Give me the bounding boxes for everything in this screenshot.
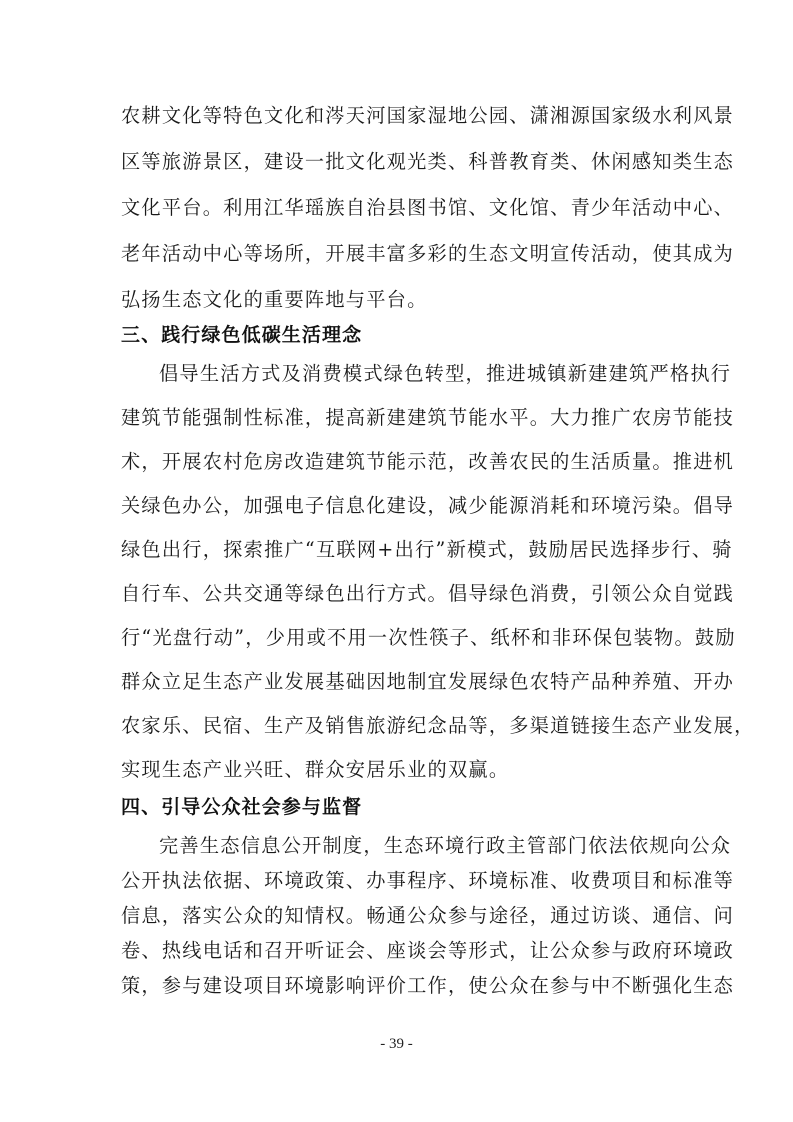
- paragraph-line: 老年活动中心等场所，开展丰富多彩的生态文明宣传活动，使其成为: [121, 242, 735, 265]
- paragraph-line: 术，开展农村危房改造建筑节能示范，改善农民的生活质量。推进机: [121, 450, 735, 473]
- paragraph-line: 农耕文化等特色文化和涔天河国家湿地公园、潇湘源国家级水利风景: [121, 104, 735, 127]
- paragraph-line: 自行车、公共交通等绿色出行方式。倡导绿色消费，引领公众自觉践: [121, 582, 735, 605]
- paragraph-line: 倡导生活方式及消费模式绿色转型，推进城镇新建建筑严格执行: [159, 362, 732, 385]
- paragraph-line: 农家乐、民宿、生产及销售旅游纪念品等，多渠道链接生态产业发展，: [121, 714, 755, 737]
- paragraph-line: 文化平台。利用江华瑶族自治县图书馆、文化馆、青少年活动中心、: [121, 196, 735, 219]
- page-number: - 39 -: [380, 1036, 413, 1052]
- paragraph-line: 弘扬生态文化的重要阵地与平台。: [121, 288, 428, 311]
- paragraph-line: 绿色出行，探索推广“互联网+出行”新模式，鼓励居民选择步行、骑: [121, 538, 733, 561]
- section-heading: 三、践行绿色低碳生活理念: [121, 324, 363, 346]
- paragraph-line: 群众立足生态产业发展基础因地制宜发展绿色农特产品种养殖、开办: [121, 670, 735, 693]
- paragraph-line: 卷、热线电话和召开听证会、座谈会等形式，让公众参与政府环境政: [121, 939, 735, 962]
- paragraph-line: 行“光盘行动”，少用或不用一次性筷子、纸杯和非环保包装物。鼓励: [121, 626, 736, 649]
- paragraph-line: 建筑节能强制性标准，提高新建建筑节能水平。大力推广农房节能技: [121, 406, 735, 429]
- paragraph-line: 完善生态信息公开制度，生态环境行政主管部门依法依规向公众: [159, 834, 732, 857]
- paragraph-line: 信息，落实公众的知情权。畅通公众参与途径，通过访谈、通信、问: [121, 904, 735, 927]
- paragraph-line: 实现生态产业兴旺、群众安居乐业的双赢。: [121, 758, 510, 781]
- paragraph-line: 区等旅游景区，建设一批文化观光类、科普教育类、休闲感知类生态: [121, 150, 735, 173]
- paragraph-line: 策，参与建设项目环境影响评价工作，使公众在参与中不断强化生态: [121, 974, 735, 997]
- paragraph-line: 公开执法依据、环境政策、办事程序、环境标准、收费项目和标准等: [121, 869, 735, 892]
- paragraph-line: 关绿色办公，加强电子信息化建设，减少能源消耗和环境污染。倡导: [121, 494, 735, 517]
- section-heading: 四、引导公众社会参与监督: [121, 796, 363, 818]
